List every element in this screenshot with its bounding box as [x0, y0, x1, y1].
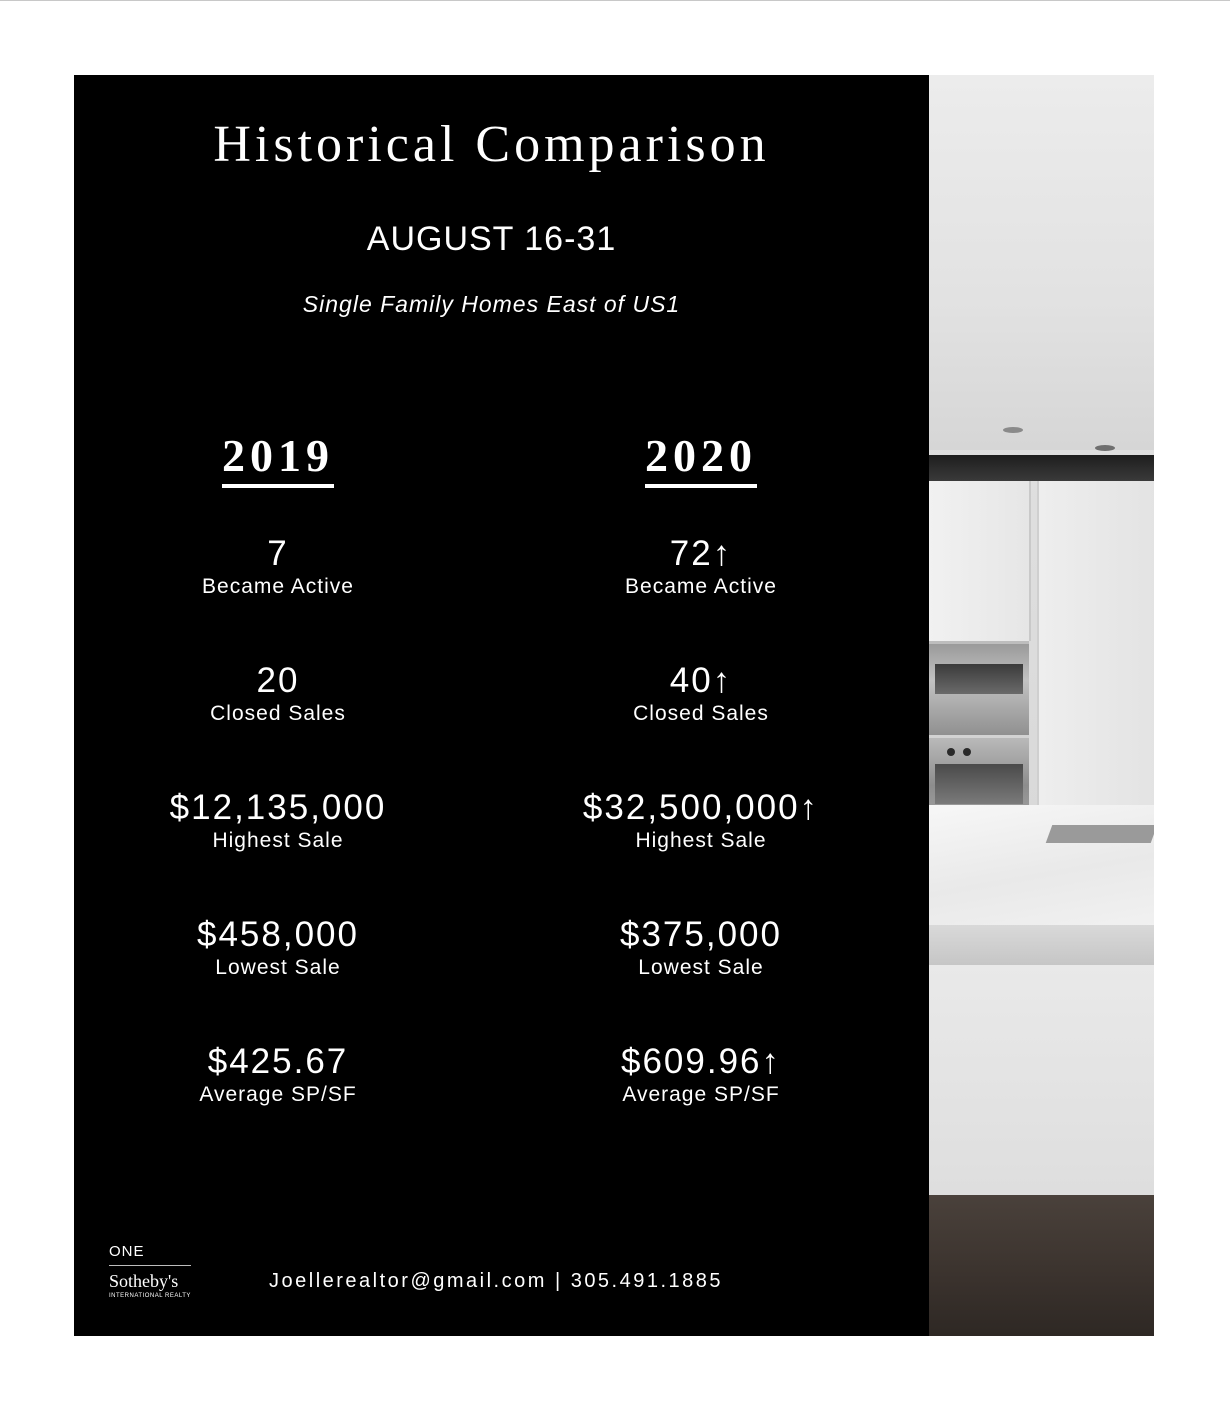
- logo-name-text: Sotheby's: [109, 1271, 179, 1291]
- ceiling-light: [1095, 445, 1115, 451]
- stat-label: Lowest Sale: [638, 956, 764, 979]
- subtitle: Single Family Homes East of US1: [302, 291, 681, 317]
- info-panel: [74, 75, 929, 1336]
- stat-closed-sales: [491, 661, 911, 788]
- stat-lowest-sale: [74, 915, 488, 1042]
- top-rule: [0, 0, 1230, 1]
- wall-oven-upper: [929, 641, 1029, 736]
- stat-value: $12,135,000: [169, 788, 387, 827]
- stat-label: Highest Sale: [212, 829, 344, 852]
- stat-label: Lowest Sale: [215, 956, 341, 979]
- oven-window: [935, 764, 1023, 804]
- page-title: Historical Comparison: [213, 116, 770, 173]
- countertop-edge: [929, 925, 1154, 965]
- stat-value: $425.67: [207, 1042, 349, 1081]
- stat-value: 40↑: [669, 661, 733, 700]
- stat-label: Highest Sale: [635, 829, 767, 852]
- stat-label: Closed Sales: [633, 702, 769, 725]
- stat-average-sp-sf: [491, 1042, 911, 1169]
- stat-highest-sale: [491, 788, 911, 915]
- year-heading: 2020: [645, 430, 757, 488]
- stat-lowest-sale: [491, 915, 911, 1042]
- contact-line: Joellerealtor@gmail.com | 305.491.1885: [269, 1270, 724, 1292]
- flyer: [74, 75, 1154, 1336]
- ceiling: [929, 75, 1154, 450]
- sink-recess: [1046, 825, 1154, 843]
- stat-label: Closed Sales: [210, 702, 346, 725]
- tall-cabinet: [1037, 481, 1154, 861]
- stat-value: $458,000: [197, 915, 359, 954]
- stat-value: $32,500,000↑: [582, 788, 820, 827]
- island-cabinet: [929, 965, 1154, 1195]
- stat-value: 72↑: [669, 534, 733, 573]
- oven-knob: [963, 748, 971, 756]
- column-2020: [491, 430, 911, 1169]
- column-2019: [74, 430, 488, 1169]
- ceiling-light: [1003, 427, 1023, 433]
- kitchen-photo: [929, 75, 1154, 1336]
- oven-window: [935, 664, 1023, 694]
- stat-value: $609.96↑: [620, 1042, 782, 1081]
- ceiling-beam: [929, 455, 1154, 481]
- stat-label: Became Active: [625, 575, 777, 598]
- wood-floor: [929, 1195, 1154, 1336]
- stat-became-active: [74, 534, 488, 661]
- stat-average-sp-sf: [74, 1042, 488, 1169]
- upper-cabinet: [929, 481, 1031, 641]
- date-range: AUGUST 16-31: [366, 220, 617, 258]
- oven-knob: [947, 748, 955, 756]
- stat-value: 20: [256, 661, 300, 700]
- stat-label: Average SP/SF: [622, 1083, 780, 1106]
- stat-label: Average SP/SF: [199, 1083, 357, 1106]
- logo-sub-text: INTERNATIONAL REALTY: [109, 1293, 191, 1299]
- logo-one-text: ONE: [109, 1243, 145, 1260]
- logo-divider: [109, 1265, 191, 1266]
- year-heading: 2019: [222, 430, 334, 488]
- stat-label: Became Active: [202, 575, 354, 598]
- stat-value: $375,000: [620, 915, 782, 954]
- brokerage-logo: [109, 1243, 199, 1301]
- stat-closed-sales: [74, 661, 488, 788]
- stat-value: 7: [267, 534, 289, 573]
- stat-highest-sale: [74, 788, 488, 915]
- stat-became-active: [491, 534, 911, 661]
